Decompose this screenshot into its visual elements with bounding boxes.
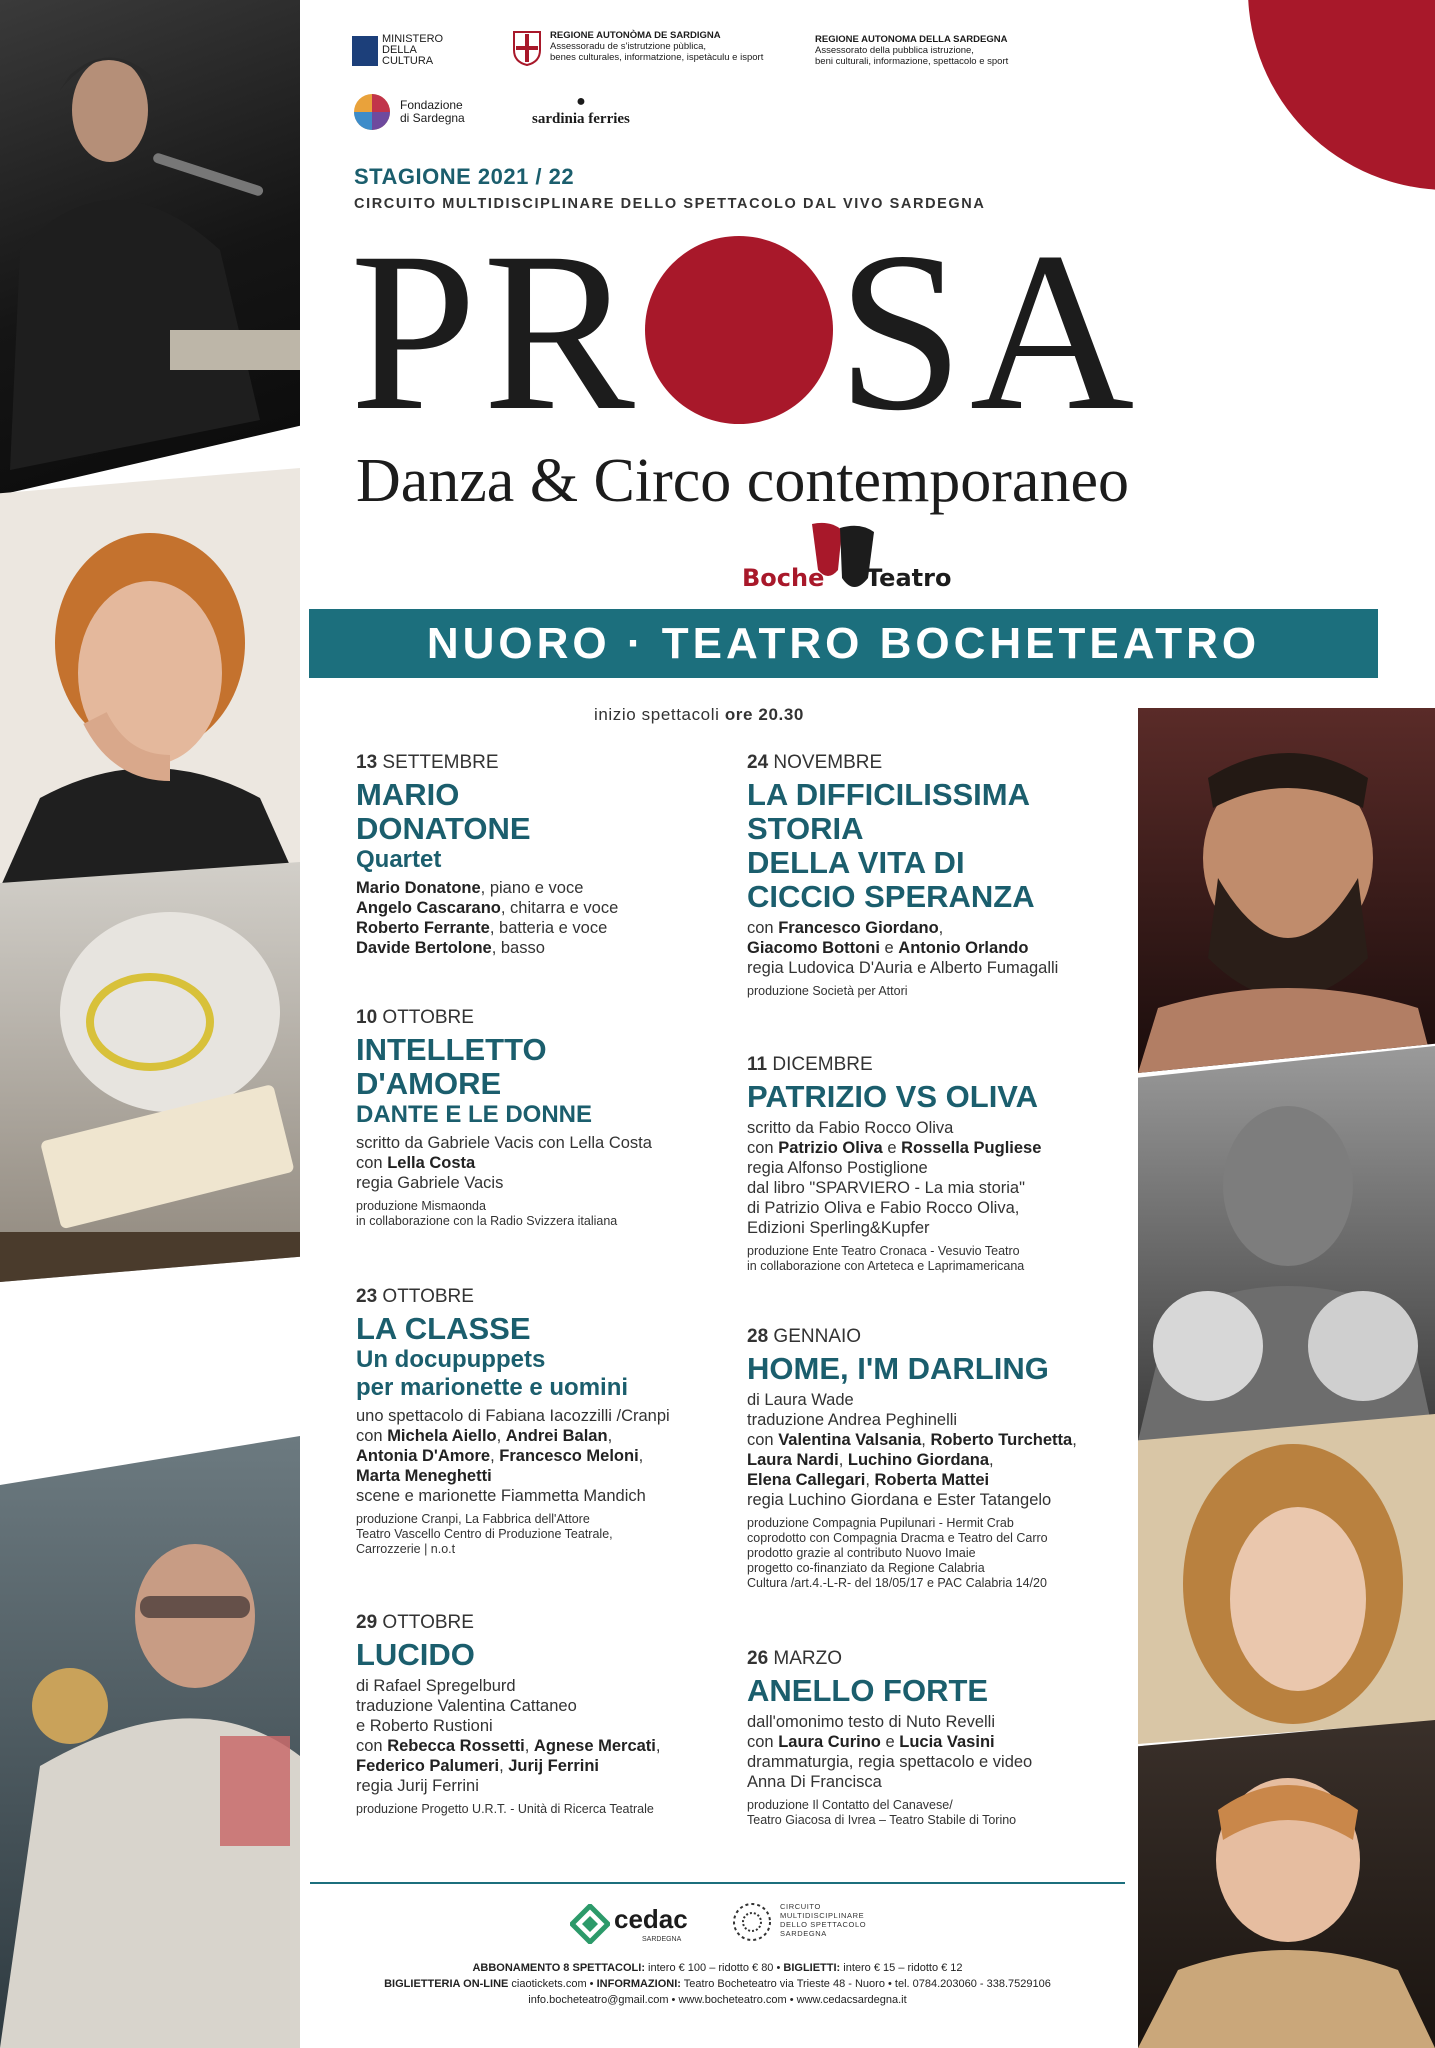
credit-text: , [1072,1431,1077,1449]
performer-name: Elena Callegari [747,1471,866,1489]
prosa-red-dot [645,236,833,424]
regione-it-title: REGIONE AUTONOMA DELLA SARDEGNA [815,34,1008,45]
production-line: produzione Cranpi, La Fabbrica dell'Attore [356,1512,590,1526]
event-credit-line [747,1470,1127,1490]
fondazione-line2: di Sardegna [400,111,465,125]
event-credit-line [356,1406,736,1426]
event-title: STORIA [747,811,864,846]
performer-name: Luchino Giordana [847,1451,990,1469]
production-line: coprodotto con Compagnia Dracma e Teatro del Carro [747,1531,1048,1545]
performer-name: Lucia Vasini [899,1733,995,1751]
event-block [356,1286,736,1557]
production-line: produzione Società per Attori [747,984,908,998]
event-production [747,1244,1127,1274]
informazioni-text: Teatro Bocheteatro via Trieste 48 - Nuoro • tel. 0784.203060 - 338.7529106 [680,1978,1051,1990]
photo-puppet [0,862,300,1282]
event-title: CICCIO SPERANZA [747,879,1035,914]
event-month: NOVEMBRE [773,752,883,773]
actress-illustration [0,468,300,888]
event-credit-line [356,1486,736,1506]
pianist-illustration [0,0,300,495]
event-title: INTELLETTO [356,1032,547,1067]
credit-text: , basso [491,939,545,957]
event-month: OTTOBRE [382,1007,474,1028]
event-credit-line [747,1732,1127,1752]
photo-boxer [1138,1046,1435,1441]
biglietteria-label: BIGLIETTERIA ON-LINE [384,1978,509,1990]
photo-ciccio [1138,708,1435,1073]
performer-name: Lella Costa [387,1154,476,1172]
event-subtitle: DANTE E LE DONNE [356,1101,593,1128]
performer-name: Rebecca Rossetti [387,1737,525,1755]
event-date [356,752,736,774]
performer-name: Rossella Pugliese [901,1139,1042,1157]
credit-text: , [496,1427,506,1445]
cedac-icon [570,1904,610,1944]
event-date [356,1286,736,1308]
event-day: 11 [747,1054,768,1075]
performer-name: Laura Curino [778,1733,881,1751]
footer-line-1 [300,1960,1135,1976]
event-production [747,984,1127,999]
performer-name: Andrei Balan [505,1427,608,1445]
credit-text: , [989,1451,994,1469]
regione-crest-icon [512,30,542,66]
regione-sardo-logo [512,30,763,66]
photo-actor-lucido [0,1436,300,2048]
event-credit-line [747,1390,1127,1410]
photo-pianist [0,0,300,495]
credit-text: regia Alfonso Postiglione [747,1159,928,1177]
event-block [356,1007,736,1229]
credit-text: scene e marionette Fiammetta Mandich [356,1487,646,1505]
event-month: OTTOBRE [382,1286,474,1307]
event-title: DONATONE [356,811,531,846]
event-credit-line [356,1776,736,1796]
credit-text: uno spettacolo di Fabiana Iacozzilli /Cranpi [356,1407,670,1425]
event-day: 29 [356,1612,378,1633]
credit-text: , [865,1471,875,1489]
fondazione-logo [352,92,465,132]
circuito-line: SARDEGNA [780,1929,827,1938]
event-block [747,1648,1127,1828]
event-production [356,1802,736,1817]
event-block [747,1326,1127,1591]
credit-text: , [607,1427,613,1445]
biglietti-prices: intero € 15 – ridotto € 12 [840,1962,963,1974]
abbonamento-label: ABBONAMENTO 8 SPETTACOLI: [472,1962,645,1974]
event-credit-line [356,918,736,938]
cedac-logo [570,1900,710,1950]
circuito-line: CIRCUITO [780,1902,821,1911]
event-month: GENNAIO [773,1326,862,1347]
red-circle-decoration [1248,0,1435,190]
production-line: produzione Ente Teatro Cronaca - Vesuvio Teatro [747,1244,1020,1258]
start-time-prefix: inizio spettacoli [594,705,725,724]
darling-illustration [1138,1414,1435,1744]
credit-text: regia Ludovica D'Auria e Alberto Fumagalli [747,959,1059,977]
event-credit-line [356,1676,736,1696]
credit-text: e [879,939,899,957]
performer-name: Francesco Giordano [778,919,939,937]
credit-text: con [747,919,779,937]
production-line: produzione Il Contatto del Canavese/ [747,1798,953,1812]
performer-name: Francesco Meloni [499,1447,639,1465]
credit-text: con [356,1427,388,1445]
event-credit-line [747,918,1127,938]
event-credit-line [747,1490,1127,1510]
credit-text: dall'omonimo testo di Nuto Revelli [747,1713,996,1731]
ministero-line1: MINISTERO [382,33,444,45]
performer-name: Angelo Cascarano [356,899,501,917]
credit-text: , [938,919,944,937]
credit-text: traduzione Valentina Cattaneo [356,1697,577,1715]
event-title: ANELLO FORTE [747,1673,989,1708]
event-title: HOME, I'M DARLING [747,1351,1049,1386]
event-credit-line [356,1716,736,1736]
event-credit-line [747,1410,1127,1430]
event-credit-line [356,1426,736,1446]
credit-text: di Laura Wade [747,1391,854,1409]
credit-text: Edizioni Sperling&Kupfer [747,1219,930,1237]
event-production [356,1199,736,1229]
event-date [747,752,1127,774]
performer-name: Valentina Valsania [778,1431,922,1449]
anello-illustration [1138,1720,1435,2048]
production-line: produzione Mismaonda [356,1199,486,1213]
performer-name: Roberto Turchetta [930,1431,1073,1449]
production-line: produzione Compagnia Pupilunari - Hermit Crab [747,1516,1014,1530]
photo-actress-anello [1138,1720,1435,2048]
event-credit-line [747,1118,1127,1138]
event-credit-line [747,1198,1127,1218]
event-day: 26 [747,1648,769,1669]
footer-info [300,1960,1135,2008]
circuito-line: DELLO SPETTACOLO [780,1920,867,1929]
event-credit-line [356,1173,736,1193]
prosa-title-right: SA [836,206,1141,458]
circuit-label: CIRCUITO MULTIDISCIPLINARE DELLO SPETTACOLO DAL VIVO SARDEGNA [354,196,986,212]
production-line: progetto co-finanziato da Regione Calabria [747,1561,985,1575]
production-line: produzione Progetto U.R.T. - Unità di Ricerca Teatrale [356,1802,654,1816]
event-date [747,1326,1127,1348]
event-title: D'AMORE [356,1066,502,1101]
performer-name: Antonia D'Amore [356,1447,491,1465]
cedac-text: cedac [614,1904,688,1934]
credit-text: e [882,1139,902,1157]
puppet-illustration [0,862,300,1282]
cedac-sub: SARDEGNA [642,1936,682,1943]
event-month: OTTOBRE [382,1612,474,1633]
production-line: Cultura /art.4.-L-R- del 18/05/17 e PAC Calabria 14/20 [747,1576,1047,1590]
event-credit-line [747,1178,1127,1198]
event-credit-line [747,1752,1127,1772]
credit-text: con [356,1737,388,1755]
event-date [356,1612,736,1634]
production-line: in collaborazione con la Radio Svizzera italiana [356,1214,618,1228]
credit-text: scritto da Fabio Rocco Oliva [747,1119,954,1137]
event-production [356,1512,736,1557]
start-time [594,705,804,725]
event-month: SETTEMBRE [382,752,499,773]
event-credit-line [356,878,736,898]
event-subtitle: Un docupuppets [356,1346,546,1373]
event-subtitle: Quartet [356,846,442,873]
footer-divider [310,1882,1125,1884]
credit-text: di Patrizio Oliva e Fabio Rocco Oliva, [747,1199,1020,1217]
fondazione-line1: Fondazione [400,98,463,112]
credit-text: regia Gabriele Vacis [356,1174,504,1192]
subtitle: Danza & Circo contemporaneo [356,447,1129,515]
performer-name: Roberta Mattei [874,1471,990,1489]
photo-actress-darling [1138,1414,1435,1744]
prosa-title-left: PR [350,206,641,458]
event-credit-line [356,938,736,958]
event-day: 23 [356,1286,378,1307]
production-line: Teatro Giacosa di Ivrea – Teatro Stabile di Torino [747,1813,1017,1827]
event-day: 10 [356,1007,378,1028]
ciccio-illustration [1138,708,1435,1073]
performer-name: Roberto Ferrante [356,919,490,937]
credit-text: , batteria e voce [489,919,608,937]
event-credit-line [747,1218,1127,1238]
event-production [747,1798,1127,1828]
credit-text: con [356,1154,388,1172]
credit-text: di Rafael Spregelburd [356,1677,516,1695]
performer-name: Patrizio Oliva [778,1139,883,1157]
start-time-value: ore 20.30 [724,705,804,724]
credit-text: dal libro "SPARVIERO - La mia storia" [747,1179,1025,1197]
regione-it-line1: Assessorato della pubblica istruzione, [815,45,974,56]
event-credit-line [747,1712,1127,1732]
sardinia-ferries-logo [532,94,630,128]
performer-name: Michela Aiello [387,1427,497,1445]
credit-text: regia Luchino Giordana e Ester Tatangelo [747,1491,1052,1509]
event-credit-line [747,1430,1127,1450]
credit-text: , chitarra e voce [500,899,619,917]
biglietteria-site: ciaotickets.com • [508,1978,597,1990]
performer-name: Agnese Mercati [533,1737,656,1755]
ferries-icon: ● [576,93,586,110]
bocheteatro-logo [742,520,957,600]
event-credit-line [747,1158,1127,1178]
event-block [356,752,736,958]
circuito-line: MULTIDISCIPLINARE [780,1911,865,1920]
event-credit-line [747,958,1127,978]
event-credit-line [747,1138,1127,1158]
event-title: LA CLASSE [356,1311,531,1346]
event-block [356,1612,736,1817]
event-credit-line [356,1466,736,1486]
ministero-line3: CULTURA [382,55,434,67]
performer-name: Federico Palumeri [356,1757,500,1775]
credit-text: , [838,1451,848,1469]
event-credit-line [356,1153,736,1173]
event-block [747,1054,1127,1274]
credit-text: drammaturgia, regia spettacolo e video [747,1753,1033,1771]
credit-text: con [747,1733,779,1751]
performer-name: Davide Bertolone [356,939,492,957]
event-title: PATRIZIO VS OLIVA [747,1079,1039,1114]
event-credit-line [747,1772,1127,1792]
event-credit-line [747,938,1127,958]
regione-it-line2: beni culturali, informazione, spettacolo e sport [815,56,1009,67]
performer-name: Laura Nardi [747,1451,839,1469]
event-day: 28 [747,1326,769,1347]
event-date [747,1648,1127,1670]
credit-text: , [524,1737,534,1755]
actor-illustration [0,1436,300,2048]
credit-text: , [655,1737,661,1755]
event-title: LA DIFFICILISSIMA [747,777,1030,812]
event-block [747,752,1127,999]
regione-sardo-line2: benes culturales, informatzione, ispetàculu e isport [550,52,764,63]
production-line: Teatro Vascello Centro di Produzione Teatrale, [356,1527,613,1541]
credit-text: , [499,1757,509,1775]
event-day: 24 [747,752,769,773]
footer-line-3: info.bocheteatro@gmail.com • www.bocheteatro.com • www.cedacsardegna.it [528,1994,907,2006]
production-line: in collaborazione con Arteteca e Laprimamericana [747,1259,1025,1273]
credit-text: e [880,1733,900,1751]
credit-text: scritto da Gabriele Vacis con Lella Costa [356,1134,652,1152]
event-title: LUCIDO [356,1637,475,1672]
performer-name: Antonio Orlando [898,939,1029,957]
circuito-logo [730,1898,880,1950]
boxer-illustration [1138,1046,1435,1441]
event-month: MARZO [773,1648,843,1669]
event-credit-line [356,1133,736,1153]
boche-left: Boche [742,564,825,592]
event-month: DICEMBRE [772,1054,873,1075]
credit-text: e Roberto Rustioni [356,1717,493,1735]
credit-text: Anna Di Francisca [747,1773,882,1791]
credit-text: , [638,1447,644,1465]
event-credit-line [356,1756,736,1776]
boche-right: Teatro [866,564,952,592]
regione-it-logo [815,34,1008,67]
event-day: 13 [356,752,378,773]
production-line: prodotto grazie al contributo Nuovo Imaie [747,1546,976,1560]
event-credit-line [356,1446,736,1466]
credit-text: traduzione Andrea Peghinelli [747,1411,958,1429]
event-title: MARIO [356,777,460,812]
credit-text: con [747,1431,779,1449]
footer-line-2 [300,1976,1135,1992]
biglietti-label: BIGLIETTI: [783,1962,841,1974]
abbonamento-prices: intero € 100 – ridotto € 80 • [645,1962,784,1974]
production-line: Carrozzerie | n.o.t [356,1542,456,1556]
credit-text: , [490,1447,500,1465]
credit-text: regia Jurij Ferrini [356,1777,479,1795]
regione-sardo-line1: Assessoradu de s'istrutzione pùblica, [550,41,707,52]
event-subtitle: per marionette e uomini [356,1374,629,1401]
credit-text: , piano e voce [480,879,584,897]
ministero-icon [352,36,378,66]
performer-name: Giacomo Bottoni [747,939,880,957]
ministero-line2: DELLA [382,44,417,56]
circuito-text [780,1902,866,1938]
venue-banner: NUORO · TEATRO BOCHETEATRO [309,609,1378,678]
informazioni-label: INFORMAZIONI: [596,1978,681,1990]
event-title: DELLA VITA DI [747,845,965,880]
fondazione-icon [352,92,392,132]
event-credit-line [356,1736,736,1756]
performer-name: Jurij Ferrini [508,1757,600,1775]
event-production [747,1516,1127,1591]
sardinia-ferries-text: sardinia ferries [532,111,630,127]
prosa-title [350,206,1141,458]
ministero-logo [352,34,443,67]
circuito-icon [730,1900,774,1944]
photo-actress-lella [0,468,300,888]
performer-name: Marta Meneghetti [356,1467,492,1485]
event-credit-line [747,1450,1127,1470]
credit-text: con [747,1139,779,1157]
regione-sardo-title: REGIONE AUTONÒMA DE SARDIGNA [550,30,721,41]
event-credit-line [356,898,736,918]
credit-text: , [921,1431,931,1449]
event-credit-line [356,1696,736,1716]
event-date [747,1054,1127,1076]
event-date [356,1007,736,1029]
performer-name: Mario Donatone [356,879,481,897]
season-label: STAGIONE 2021 / 22 [354,164,575,189]
